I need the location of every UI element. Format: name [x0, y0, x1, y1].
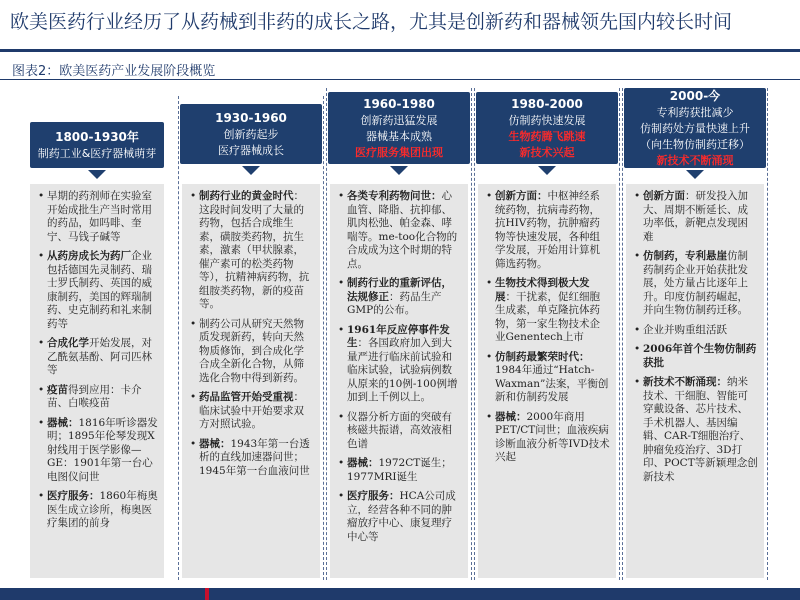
bullet-heading: 从药房成长为药厂: [47, 250, 131, 262]
bullet-heading: 器械：: [347, 457, 379, 469]
bullet-heading: 各类专利药物问世：: [347, 190, 442, 202]
down-arrow-icon: [686, 170, 704, 179]
stage-theme: 仿制药处方量快速上升: [640, 121, 750, 135]
bullet-heading: 创新方面: [643, 190, 685, 202]
bullet-heading: 药品监管开始受重视: [199, 391, 294, 403]
stage-period: 1980-2000: [511, 96, 583, 111]
stage-content-1960: [330, 184, 468, 578]
bullet-text: 企业并购重组活跃: [643, 323, 727, 336]
title-divider: [0, 49, 800, 52]
stage-bullet: [634, 190, 758, 244]
bullet-heading: 制药行业的重新评估，法规修正: [347, 277, 452, 303]
bullet-text: 1943年第一台透析的直线加速器问世；1945年第一台血液问世: [199, 437, 310, 477]
stage-bullet: [338, 457, 462, 484]
bullet-heading: 器械：: [47, 416, 79, 429]
stage-content-1980: [478, 184, 616, 578]
stage-theme: 医疗器械成长: [218, 143, 284, 157]
stage-bullet: [634, 324, 758, 338]
stage-bullet: [486, 190, 610, 271]
bullet-text: ：研发投入加大、周期不断延长、成功率低，新靶点发现困难: [643, 190, 748, 243]
bullet-text: ：干扰素，促红细胞生成素，单克隆抗体药物，第一家生物技术企业Genentech上市: [495, 290, 600, 343]
bullet-heading: 制药行业的黄金时代: [199, 190, 294, 202]
stage-period: 1930-1960: [215, 110, 287, 125]
footer-accent: [205, 588, 209, 600]
stage-theme: 仿制药快速发展: [508, 113, 586, 127]
stage-theme: 创新药迅猛发展: [360, 113, 438, 127]
bullet-heading: 器械：: [199, 437, 231, 450]
stage-bullet: [38, 190, 158, 244]
bullet-text: 中枢神经系统药物，抗病毒药物，抗HIV药物，抗肿瘤药物等快速发展，各种组学发展，开始用计算机筛选药物。: [495, 190, 600, 270]
bullet-text: HCA公司成立，经营各种不同的肿瘤放疗中心、康复理疗中心等: [347, 490, 456, 543]
stage-bullet: [634, 343, 758, 370]
stage-bullet: [190, 318, 314, 386]
stage-content-1800: [30, 184, 164, 578]
stage-period: 1960-1980: [363, 96, 435, 111]
page-title: 欧美医药行业经历了从药械到非药的成长之路，尤其是创新药和器械领先国内较长时间: [10, 11, 733, 33]
bullet-text: 1860年梅奥医生成立诊所，梅奥医疗集团的前身: [47, 490, 158, 529]
stage-bullet: [486, 277, 610, 345]
bullet-text: ：各国政府加入到大量严进行临床前试验和临床试验，试验病例数从原来的10例-100例增加到上千例以上。: [347, 337, 458, 403]
stage-bullet: [486, 351, 610, 405]
bullet-heading: 仿制药最繁荣时代：: [495, 350, 590, 363]
stage-theme: 器械基本成熟: [366, 129, 432, 143]
bullet-heading: 医疗服务：: [347, 490, 400, 502]
bullet-heading: 创新方面：: [495, 190, 548, 202]
bullet-text: 企业包括德国先灵制药、瑞士罗氏制药、英国的威康制药，美国的辉瑞制药、史克制药和礼来制药等: [47, 250, 152, 330]
stage-header-1800: [30, 122, 164, 168]
bullet-text: 制药公司从研究天然物质发现新药，转向天然物质修饰，到合成化学合成全新化合物，从筛选化合物中得到新药。: [199, 317, 304, 384]
stage-bullet: [190, 391, 314, 432]
bullet-text: ：药品生产GMP的公布。: [347, 290, 442, 316]
bullet-text: 心血管、降脂、抗抑郁、肌肉松弛、帕金森、哮喘等。me-too化合物的合成成为这个时期的特点。: [347, 190, 458, 270]
stage-bullet: [38, 250, 158, 331]
stage-header-1960: [328, 92, 470, 164]
stage-bullet: [338, 190, 462, 271]
bullet-heading: 仿制药，专利悬崖: [643, 250, 727, 262]
stage-bullet: [634, 250, 758, 318]
bullet-heading: 医疗服务：: [47, 490, 100, 502]
down-arrow-icon: [88, 170, 106, 179]
bullet-text: 仿制药制药企业开始获批发展，处方量占比逐年上升。印度仿制药崛起，并向生物仿制药迁移。: [643, 250, 748, 316]
bullet-heading: 1961年反应停事件发生: [347, 323, 450, 349]
bullet-heading: 疫苗: [47, 383, 68, 396]
stage-highlight: 新技术不断涌现: [656, 153, 734, 167]
stage-bullet: [338, 411, 462, 452]
stage-content-1930: [182, 184, 320, 578]
stage-period: 1800-1930年: [55, 129, 139, 144]
stage-bullet: [338, 324, 462, 405]
bullet-text: 得到应用：卡介苗、白喉疫苗: [47, 383, 142, 409]
bullet-text: 开始发展，对乙酰氨基酚、阿司匹林等: [47, 337, 152, 376]
bullet-text: 早期的药剂师在实验室开始成批生产当时常用的药品，如吗啡、奎宁、马钱子碱等: [47, 190, 152, 243]
down-arrow-icon: [242, 166, 260, 175]
bullet-text: 1816年听诊器发明；1895年伦琴发现X射线用于医学影像—GE：1901年第一台心电图仪问世: [47, 416, 158, 483]
stage-bullet: [38, 417, 158, 485]
down-arrow-icon: [390, 166, 408, 175]
bullet-heading: 2006年首个生物仿制药获批: [643, 343, 757, 369]
stage-theme: （向生物仿制药迁移）: [640, 137, 750, 151]
stage-bullet: [38, 490, 158, 531]
stage-highlight: 生物药腾飞跳速: [508, 129, 586, 143]
stage-highlight: 新技术兴起: [519, 145, 575, 159]
stage-header-1930: [180, 104, 322, 164]
bullet-text: 2000年商用PET/CT问世；血液疾病诊断血液分析等IVD技术兴起: [495, 410, 610, 463]
stage-theme: 创新药起步: [223, 127, 279, 141]
stage-theme: 专利药获批减少: [656, 105, 734, 119]
stage-theme: 制药工业&医疗器械萌芽: [37, 146, 157, 160]
bullet-text: ：这段时间发明了大量的药物，包括合成维生素，磺胺类药物，抗生素，激素（甲状腺素，催产素可的松类药物等），抗精神病药物，抗组胺类药物，新的疫苗等。: [199, 190, 310, 310]
stage-content-2000: [626, 184, 764, 578]
stage-header-2000: [624, 88, 766, 168]
bullet-heading: 生物技术得到极大发展: [495, 277, 590, 303]
down-arrow-icon: [538, 166, 556, 175]
caption-divider: [0, 79, 800, 80]
stage-bullet: [190, 190, 314, 312]
bullet-text: 1984年通过“Hatch-Waxman”法案，平衡创新和仿制药发展: [495, 364, 609, 403]
stage-bullet: [338, 277, 462, 318]
footer-bar: [0, 588, 800, 600]
figure-caption: 图表2：欧美医药产业发展阶段概览: [12, 64, 216, 79]
stage-bullet: [338, 490, 462, 544]
bullet-text: ：临床试验中开始要求双方对照试验。: [199, 391, 304, 430]
stage-bullet: [486, 411, 610, 465]
stage-header-1980: [476, 92, 618, 164]
bullet-text: 1972CT诞生；1977MRI诞生: [347, 457, 452, 483]
stage-bullet: [190, 438, 314, 479]
bullet-text: 纳米技术、干细胞、智能可穿戴设备、芯片技术、手术机器人、基因编辑、CAR-T细胞治疗、肿瘤免疫治疗、3D打印、POCT等新颖理念创新技术: [643, 376, 758, 483]
bullet-heading: 新技术不断涌现：: [643, 376, 727, 388]
stage-bullet: [634, 376, 758, 484]
bullet-heading: 合成化学: [47, 337, 89, 349]
stage-period: 2000-今: [669, 88, 721, 103]
stage-bullet: [38, 384, 158, 411]
bullet-heading: 器械：: [495, 410, 527, 423]
stage-bullet: [38, 337, 158, 378]
stage-highlight: 医疗服务集团出现: [355, 145, 443, 159]
bullet-text: 仪器分析方面的突破有核磁共振谱，高效液相色谱: [347, 410, 452, 450]
